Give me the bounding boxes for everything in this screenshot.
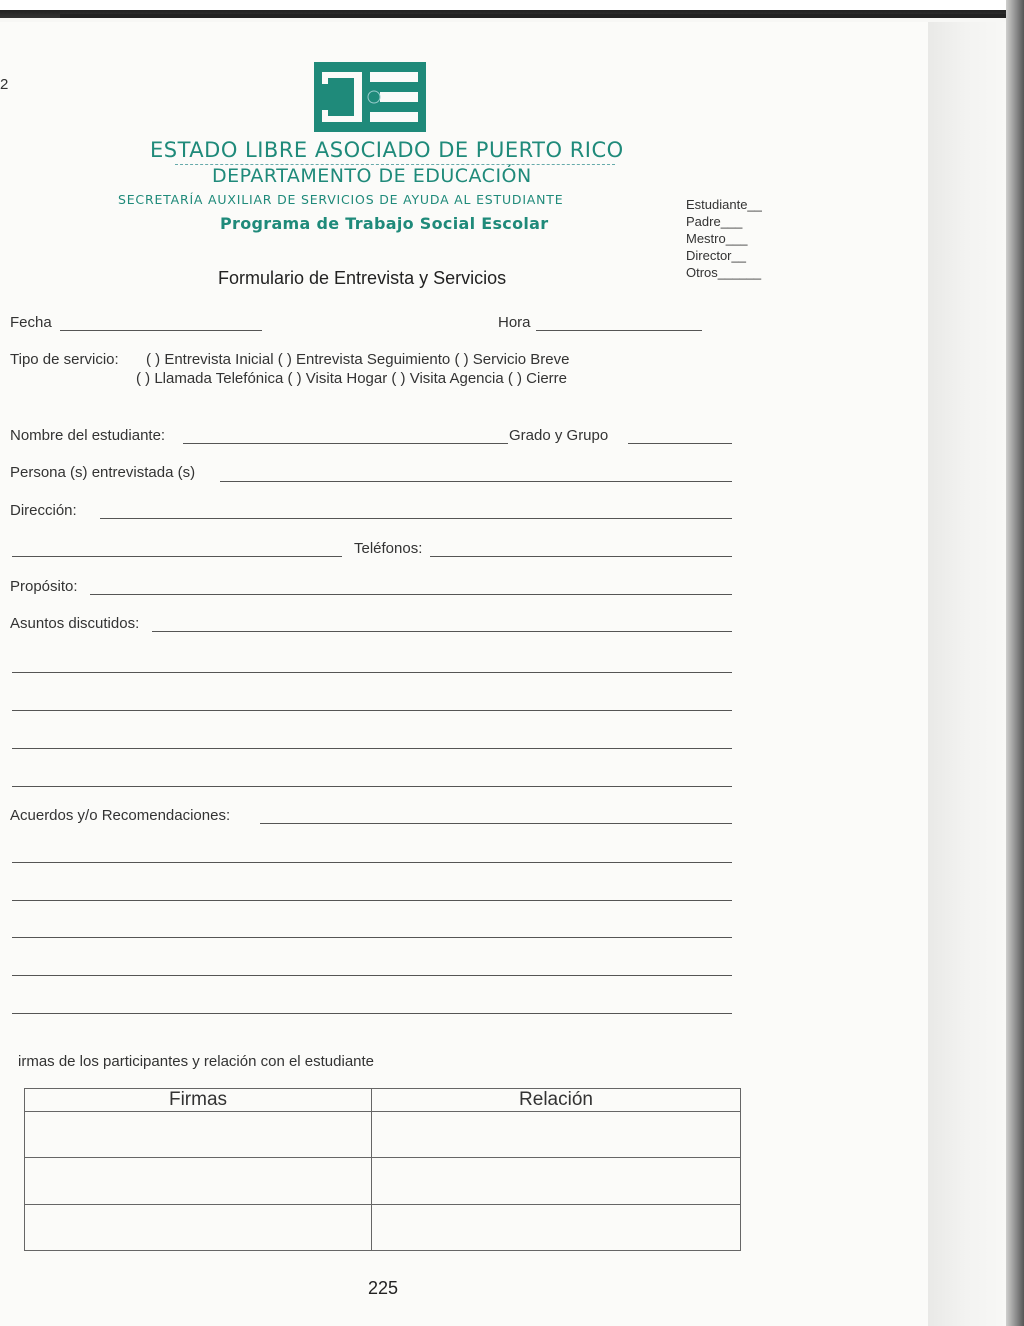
header-line-4: Programa de Trabajo Social Escolar bbox=[220, 214, 549, 233]
acuerdos-line-4[interactable] bbox=[12, 937, 732, 938]
de-logo-icon bbox=[314, 62, 426, 132]
proposito-label: Propósito: bbox=[10, 578, 78, 595]
asuntos-line-5[interactable] bbox=[12, 786, 732, 787]
acuerdos-label: Acuerdos y/o Recomendaciones: bbox=[10, 807, 231, 824]
hora-field[interactable] bbox=[536, 330, 702, 331]
scan-right-edge bbox=[1006, 0, 1024, 1326]
side-option-otros: Otros______ bbox=[686, 265, 762, 280]
persona-label: Persona (s) entrevistada (s) bbox=[10, 464, 196, 481]
grado-label: Grado y Grupo bbox=[509, 427, 609, 444]
relacion-cell[interactable] bbox=[372, 1158, 741, 1204]
firmas-header: Firmas bbox=[25, 1089, 372, 1112]
relacion-header: Relación bbox=[372, 1089, 741, 1112]
header-line-3: SECRETARÍA AUXILIAR DE SERVICIOS DE AYUDA AL ESTUDIANTE bbox=[118, 192, 564, 207]
proposito-field[interactable] bbox=[90, 594, 732, 595]
relacion-cell[interactable] bbox=[372, 1112, 741, 1158]
asuntos-line-4[interactable] bbox=[12, 748, 732, 749]
header-line-2: DEPARTAMENTO DE EDUCACIÓN bbox=[212, 165, 532, 187]
telefonos-label: Teléfonos: bbox=[354, 540, 423, 557]
header-line-1: ESTADO LIBRE ASOCIADO DE PUERTO RICO bbox=[150, 138, 624, 162]
asuntos-label: Asuntos discutidos: bbox=[10, 615, 140, 632]
acuerdos-field[interactable] bbox=[260, 823, 732, 824]
direccion-field-2[interactable] bbox=[12, 556, 342, 557]
side-option-estudiante: Estudiante__ bbox=[686, 197, 762, 212]
side-option-mestro: Mestro___ bbox=[686, 231, 748, 246]
hora-label: Hora bbox=[498, 314, 531, 331]
tipo-servicio-options-1[interactable]: ( ) Entrevista Inicial ( ) Entrevista Seguimiento ( ) Servicio Breve bbox=[146, 351, 570, 368]
tipo-servicio-label: Tipo de servicio: bbox=[10, 351, 119, 368]
nombre-label: Nombre del estudiante: bbox=[10, 427, 166, 444]
firmas-caption: irmas de los participantes y relación con el estudiante bbox=[18, 1053, 375, 1070]
firma-cell[interactable] bbox=[25, 1158, 372, 1204]
asuntos-field[interactable] bbox=[152, 631, 732, 632]
direccion-label: Dirección: bbox=[10, 502, 77, 519]
acuerdos-line-3[interactable] bbox=[12, 900, 732, 901]
form-title: Formulario de Entrevista y Servicios bbox=[218, 268, 507, 288]
page-number: 225 bbox=[368, 1278, 399, 1298]
grado-field[interactable] bbox=[628, 443, 732, 444]
persona-field[interactable] bbox=[220, 481, 732, 482]
scan-top-edge bbox=[0, 0, 1024, 18]
signatures-table bbox=[24, 1088, 741, 1251]
acuerdos-line-2[interactable] bbox=[12, 862, 732, 863]
fecha-label: Fecha bbox=[10, 314, 52, 331]
direccion-field[interactable] bbox=[100, 518, 732, 519]
margin-number: 2 bbox=[0, 76, 9, 93]
firma-cell[interactable] bbox=[25, 1204, 372, 1250]
side-option-director: Director__ bbox=[686, 248, 746, 263]
asuntos-line-3[interactable] bbox=[12, 710, 732, 711]
tipo-servicio-options-2[interactable]: ( ) Llamada Telefónica ( ) Visita Hogar ( ) Visita Agencia ( ) Cierre bbox=[136, 370, 568, 387]
telefonos-field[interactable] bbox=[430, 556, 732, 557]
acuerdos-line-5[interactable] bbox=[12, 975, 732, 976]
asuntos-line-2[interactable] bbox=[12, 672, 732, 673]
relacion-cell[interactable] bbox=[372, 1204, 741, 1250]
fecha-field[interactable] bbox=[60, 330, 262, 331]
acuerdos-line-6[interactable] bbox=[12, 1013, 732, 1014]
nombre-field[interactable] bbox=[183, 443, 508, 444]
side-option-padre: Padre___ bbox=[686, 214, 743, 229]
firma-cell[interactable] bbox=[25, 1112, 372, 1158]
